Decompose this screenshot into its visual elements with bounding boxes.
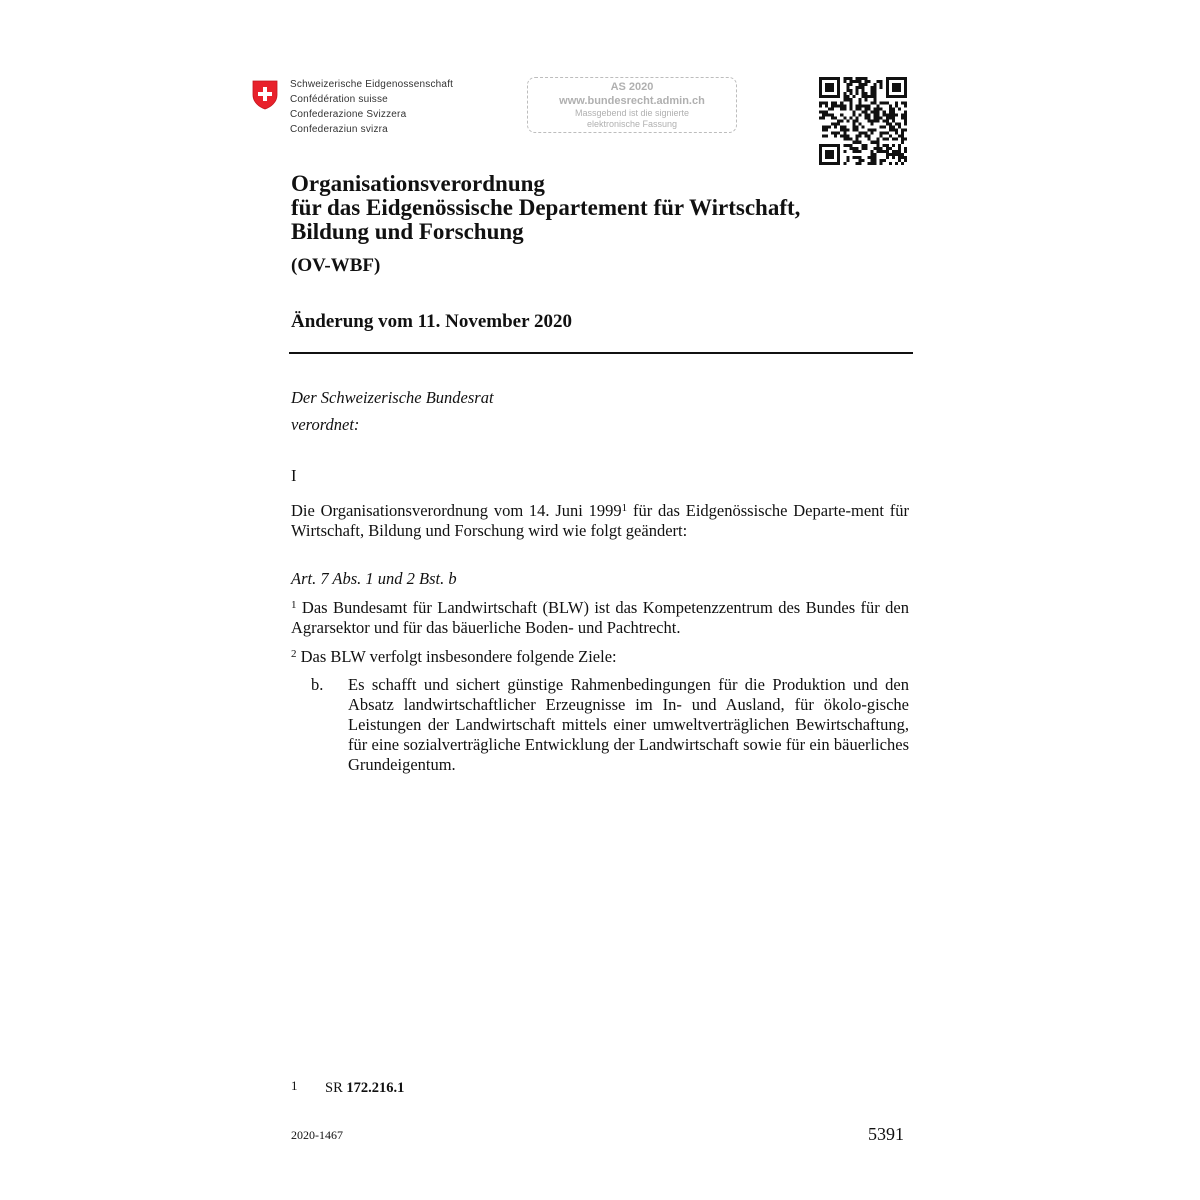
paragraph-text: Das Bundesamt für Landwirtschaft (BLW) ist das Kompetenzzentrum des Bundes für den Agrarsektor und für das bäuerliche Boden- und Pachtrecht. xyxy=(291,598,909,637)
federation-name-fr: Confédération suisse xyxy=(290,94,388,105)
preamble xyxy=(291,384,494,438)
official-publication-stamp xyxy=(527,77,737,133)
footnote-reference[interactable]: 1 xyxy=(621,502,628,514)
footnote-text xyxy=(325,1080,404,1097)
document-number: 2020-1467 xyxy=(291,1128,343,1142)
footnote-sr-number[interactable]: 172.216.1 xyxy=(346,1080,405,1096)
paragraph-text: Das BLW verfolgt insbesondere folgende Ziele: xyxy=(296,647,617,666)
page-number: 5391 xyxy=(868,1124,904,1144)
paragraph-text-before: Die Organisationsverordnung vom 14. Juni 1999 xyxy=(291,501,622,520)
swiss-coat-of-arms-icon xyxy=(252,80,278,110)
article-paragraph-2 xyxy=(291,647,909,667)
amendment-date: Änderung vom 11. November 2020 xyxy=(291,311,572,332)
document-title xyxy=(291,172,800,244)
stamp-collection: AS 2020 xyxy=(610,81,654,93)
title-line-2: für das Eidgenössische Departement für Wirtschaft, xyxy=(291,195,801,220)
stamp-url[interactable]: www.bundesrecht.admin.ch xyxy=(559,95,705,107)
federation-name-it: Confederazione Svizzera xyxy=(290,109,407,120)
preamble-line-2: verordnet: xyxy=(291,415,360,434)
list-item-text: Es schafft und sichert günstige Rahmenbedingungen für die Produktion und den Absatz landwirtschaftlicher Erzeugnisse im In- und Ausland, für ökolo-gische Leistungen der Landwirtschaft mittels einer umweltverträglichen Bewirtschaftung, für eine sozialverträgliche Entwicklung der Landwirtschaft sowie für ein bäuerliches Grundeigentum. xyxy=(348,675,909,774)
title-divider xyxy=(289,352,913,354)
list-item-letter: b. xyxy=(311,675,324,694)
footnote-prefix: SR xyxy=(325,1080,343,1096)
preamble-line-1: Der Schweizerische Bundesrat xyxy=(291,388,494,407)
federation-name-rm: Confederaziun svizra xyxy=(290,124,388,135)
federation-name-de: Schweizerische Eidgenossenschaft xyxy=(290,79,454,90)
amendment-intro-paragraph xyxy=(291,501,909,541)
article-paragraph-1 xyxy=(291,598,909,638)
paragraph-number: 1 xyxy=(291,599,297,611)
federation-names xyxy=(290,77,453,137)
title-abbreviation: (OV-WBF) xyxy=(291,255,381,276)
qr-code-icon xyxy=(819,77,907,165)
stamp-note-line1: Massgebend ist die signierte xyxy=(574,108,690,118)
article-heading: Art. 7 Abs. 1 und 2 Bst. b xyxy=(291,569,457,588)
footnote-number: 1 xyxy=(291,1078,298,1093)
title-line-1: Organisationsverordnung xyxy=(291,171,545,196)
stamp-note-line2: elektronische Fassung xyxy=(586,119,678,129)
paragraph-text-after: für das Eidgenössische Departe-ment für Wirtschaft, Bildung und Forschung wird wie folgt geändert: xyxy=(291,501,909,540)
title-line-3: Bildung und Forschung xyxy=(291,219,524,244)
paragraph-number: 2 xyxy=(291,648,297,660)
section-numeral: I xyxy=(291,466,297,485)
